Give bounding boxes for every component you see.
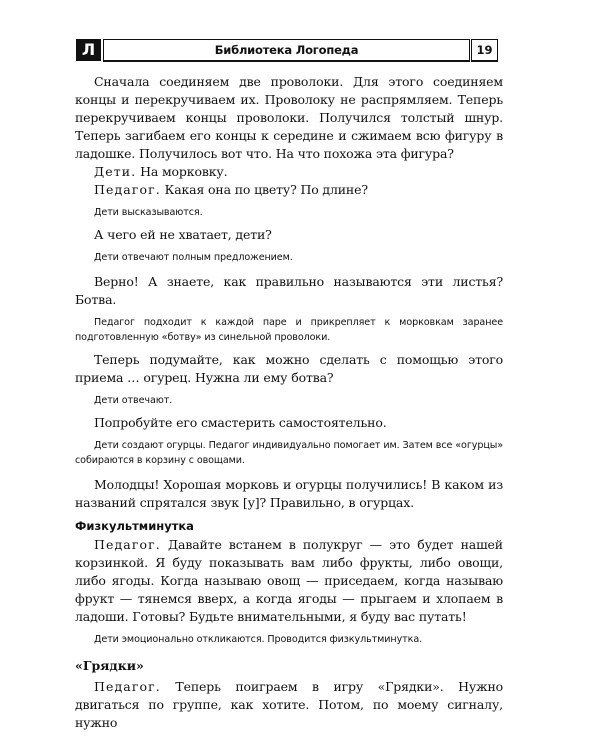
paragraph: Молодцы! Хорошая морковь и огурцы получились! В каком из названий спрятался звук [у]? Правильно, в огурцах.	[75, 477, 503, 510]
stage-direction: Дети высказываются.	[94, 207, 203, 218]
stage-direction: Дети создают огурцы. Педагог индивидуально помогает им. Затем все «огурцы» собираются в корзину с овощами.	[75, 440, 503, 466]
dialogue-line	[75, 181, 503, 199]
speaker-name: Дети.	[94, 164, 137, 179]
paragraph: Сначала соединяем две проволоки. Для этого соединяем концы и перекручиваем их. Проволоку не распрямляем. Теперь перекручиваем концы проволоки. Получился толстый шнур. Теперь загибаем его концы к середине и сжимаем всю фигуру в ладошке. Получилось вот что. На что похожа эта фигура?	[75, 74, 503, 161]
speech-text: Давайте встанем в полукруг — это будет нашей корзинкой. Я буду показывать вам либо фрукты, либо овощи, либо ягоды. Когда называю овощ — приседаем, когда называю фрукт — тянемся вверх, а когда ягоды — прыгаем и хлопаем в ладоши. Готовы? Будьте внимательными, я буду вас путать!	[75, 537, 503, 624]
speaker-name: Педагог.	[94, 182, 161, 197]
stage-direction: Педагог подходит к каждой паре и прикрепляет к морковкам заранее подготовленную «ботву» из синельной проволоки.	[75, 317, 503, 343]
speech-text: Какая она по цвету? По длине?	[160, 182, 368, 197]
series-logo: Л	[76, 39, 101, 61]
running-header	[76, 39, 496, 61]
speaker-name: Педагог.	[94, 679, 161, 694]
section-heading: «Грядки»	[75, 658, 144, 673]
page-body	[75, 73, 503, 732]
dialogue-line	[75, 163, 503, 181]
page-number: 19	[471, 39, 498, 62]
stage-direction: Дети эмоционально откликаются. Проводится физкультминутка.	[94, 634, 423, 645]
paragraph: Попробуйте его смастерить самостоятельно.	[94, 415, 387, 430]
paragraph: Верно! А знаете, как правильно называются эти листья? Ботва.	[75, 274, 503, 307]
paragraph: А чего ей не хватает, дети?	[94, 227, 272, 242]
stage-direction: Дети отвечают полным предложением.	[94, 252, 293, 263]
speaker-name: Педагог.	[94, 537, 161, 552]
dialogue-paragraph	[75, 536, 503, 626]
speech-text: Теперь поиграем в игру «Грядки». Нужно двигаться по группе, как хотите. Потом, по моему сигналу, нужно	[75, 679, 503, 730]
series-title: Библиотека Логопеда	[103, 39, 470, 62]
section-heading: Физкультминутка	[75, 519, 194, 533]
speech-text: На морковку.	[136, 164, 228, 179]
paragraph: Теперь подумайте, как можно сделать с помощью этого приема … огурец. Нужна ли ему ботва?	[75, 352, 503, 385]
dialogue-paragraph	[75, 678, 503, 732]
stage-direction: Дети отвечают.	[94, 395, 173, 406]
